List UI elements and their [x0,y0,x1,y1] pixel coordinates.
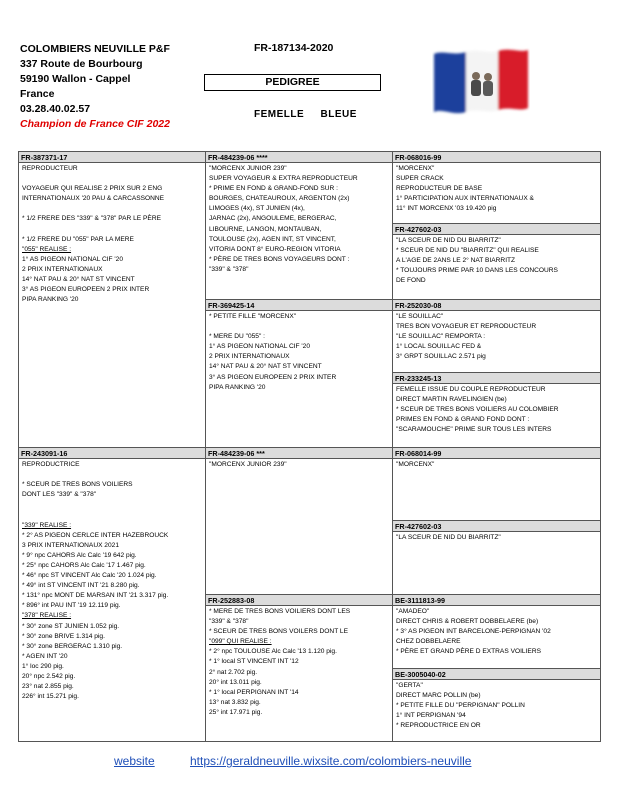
cell-line: INTERNATIONAUX '20 PAU & CARCASSONNE [22,195,165,203]
cell-line: 1° AS PIGEON NATIONAL CIF '20 [209,343,310,351]
cell-line: "LE SOUILLAC" REMPORTA : [396,333,486,341]
cell-line: * 896° int PAU INT '19 12.119 pig. [22,602,121,610]
cell-line: * 1/2 FRERE DU "055" PAR LA MERE [22,235,134,243]
cell-ring: FR-233245-13 [393,373,600,384]
cell-line: * 25° npc CAHORS Alc Calc '17 1.467 pig. [22,561,146,569]
cell-line: "LA SCEUR DE NID DU BIARRITZ" [396,534,501,541]
cell-line: "LA SCEUR DE NID DU BIARRITZ" [396,237,501,244]
pedigree-label: PEDIGREE [204,74,381,91]
cell-line: 3 PRIX INTERNATIONAUX 2021 [22,541,119,549]
cell-line: 3° AS PIGEON EUROPEEN 2 PRIX INTER [209,373,337,381]
cell-text [393,384,600,436]
cell-line: * 49° int ST VINCENT INT '21 8.280 pig. [22,582,140,590]
cell-line [22,470,202,480]
cell-line: PIPA RANKING '20 [209,383,266,391]
cell-text [206,606,392,719]
cell-ring: FR-252883-08 [206,595,392,606]
cell-fmm [393,373,600,436]
cell-line: DIRECT MARTIN RAVELINGIEN (be) [396,396,507,404]
cell-line: * 2° AS PIGEON CERLCE INTER HAZEBROUCK [22,531,169,539]
sex-color: FEMELLE BLEUE [254,109,357,120]
cell-mff [393,448,600,471]
cell-text [206,459,392,471]
cell-mother-mother [206,595,392,719]
cell-line: 3° AS PIGEON EUROPEEN 2 PRIX INTER [22,286,150,294]
cell-line [22,174,202,184]
cell-ring: BE-3111813-99 [393,595,600,606]
cell-line: VOYAGEUR QUI REALISE 2 PRIX SUR 2 ENG [22,185,163,193]
owner-phone: 03.28.40.02.57 [20,103,91,115]
cell-line: "AMADEO" [396,608,430,615]
cell-line: * SCEUR DE TRES BONS VOILERS DONT LE [209,628,348,636]
owner-block [20,42,170,132]
cell-father [19,152,205,306]
cell-line: PRIMES EN FOND & GRAND FOND DONT : [396,416,530,424]
cell-line: CHEZ DOBBELAERE [396,638,461,646]
cell-text [393,235,600,287]
cell-ring: FR-427602-03 [393,224,600,235]
cell-line: * AGEN INT '20 [22,652,68,660]
cell-line: 1° PARTICIPATION AUX INTERNATIONAUX & [396,195,534,203]
cell-father-mother [206,300,392,394]
cell-mother [19,448,205,703]
cell-line: "SCARAMOUCHE" PRIME SUR TOUS LES INTERS [396,426,552,434]
pigeon-ring: FR-187134-2020 [254,42,334,54]
cell-ffm [393,224,600,287]
cell-line: FEMELLE ISSUE DU COUPLE REPRODUCTEUR [396,386,546,393]
cell-line: * PETITE FILLE DU "PERPIGNAN" POLLIN [396,702,525,710]
cell-line: 20° npc 2.542 pig. [22,672,76,680]
cell-line: SUPER VOYAGEUR & EXTRA REPRODUCTEUR [209,175,358,183]
cell-text [393,311,600,363]
cell-text [393,606,600,658]
cell-line: * 46° npc ST VINCENT Alc Calc '20 1.024 pig. [22,572,157,580]
cell-line: 14° NAT PAU & 20° NAT ST VINCENT [209,363,322,371]
cell-line: * SCEUR DE TRES BONS VOILIERS AU COLOMBIER [396,406,559,414]
cell-line: LIBOURNE, LANGON, MONTAUBAN, [209,225,322,233]
cell-line: DE FOND [396,277,426,285]
cell-line: 11° INT MORCENX '03 19.420 pig [396,205,497,213]
cell-line: REPRODUCTRICE [22,461,80,468]
cell-line: 1° AS PIGEON NATIONAL CIF '20 [22,255,123,263]
cell-line: 1° INT PERPIGNAN '94 [396,712,466,720]
cell-ring: FR-484239-06 *** [206,448,392,459]
cell-fmf [393,300,600,363]
cell-line: 2 PRIX INTERNATIONAUX [22,265,103,273]
cell-line: "MORCENX JUNIOR 239" [209,165,287,172]
cell-text [206,163,392,276]
cell-line: "339" REALISE : [22,521,72,529]
cell-line: * PÈRE DE TRES BONS VOYAGEURS DONT : [209,255,350,263]
cell-line: * 1° local ST VINCENT INT '12 [209,658,299,666]
france-flag-icon [432,46,530,116]
cell-line: 14° NAT PAU & 20° NAT ST VINCENT [22,276,135,284]
cell-line: * 30° zone BERGERAC 1.310 pig. [22,642,123,650]
cell-line [22,204,202,214]
cell-line: VITORIA DONT 8° EURO-REGION VITORIA [209,245,341,253]
cell-mother-father [206,448,392,471]
cell-fff [393,152,600,215]
cell-line: 226° int 15.271 pig. [22,693,79,701]
cell-line: * 9° npc CAHORS Alc Calc '19 642 pig. [22,551,137,559]
cell-line: * 3° AS PIGEON INT BARCELONE-PERPIGNAN '02 [396,628,551,636]
cell-line: "339" & "378" [209,618,249,626]
cell-line: DIRECT MARC POLLIN (be) [396,692,481,700]
cell-line: "MORCENX" [396,461,435,468]
owner-city: 59190 Wallon - Cappel [20,73,131,85]
cell-line [22,500,202,510]
cell-ring: FR-369425-14 [206,300,392,311]
cell-text [19,459,205,703]
cell-mmm [393,669,600,732]
cell-text [19,163,205,306]
cell-ring: FR-068014-99 [393,448,600,459]
cell-line: * 1° local PERPIGNAN INT '14 [209,688,299,696]
cell-line: 3° GRPT SOUILLAC 2.571 pig [396,353,486,361]
cell-line: * TOUJOURS PRIME PAR 10 DANS LES CONCOURS [396,267,558,275]
cell-line: * PRIME EN FOND & GRAND-FOND SUR : [209,185,338,193]
cell-line: LIMOGES (4x), ST JUNIEN (4x), [209,205,305,213]
cell-ring: FR-484239-06 **** [206,152,392,163]
cell-line: "055" REALISE : [22,245,72,253]
cell-line [209,322,389,332]
cell-line: "LE SOUILLAC" [396,313,444,320]
cell-ring: FR-243091-16 [19,448,205,459]
cell-line: "MORCENX JUNIOR 239" [209,461,287,468]
cell-line: * 30° zone BRIVE 1.314 pig. [22,632,105,640]
cell-line: 1° loc 290 pig. [22,662,64,670]
cell-line: 25° int 17.971 pig. [209,708,263,716]
cell-mmf [393,595,600,658]
cell-line [22,225,202,235]
cell-line: 23° nat 2.855 pig. [22,683,74,691]
cell-text [393,680,600,732]
cell-line: DIRECT CHRIS & ROBERT DOBBELAERE (be) [396,618,539,626]
cell-line: DONT LES "339" & "378" [22,491,97,499]
cell-line: BOURGES, CHATEAUROUX, ARGENTON (2x) [209,195,350,203]
cell-ring: FR-387371-17 [19,152,205,163]
cell-line: * SCEUR DE TRES BONS VOILIERS [22,481,133,489]
cell-line: * PETITE FILLE "MORCENX" [209,313,297,320]
cell-line: REPRODUCTEUR [22,165,78,172]
cell-father-father [206,152,392,276]
cell-line [22,510,202,520]
cell-line: 2° nat 2.702 pig. [209,668,258,676]
cell-line: "339" & "378" [209,265,249,273]
cell-ring: FR-427602-03 [393,521,600,532]
cell-line: TOULOUSE (2x), AGEN INT, ST VINCENT, [209,235,336,243]
cell-text [393,532,600,544]
cell-line: 2 PRIX INTERNATIONAUX [209,353,290,361]
cell-line: 13° nat 3.832 pig. [209,698,261,706]
cell-line: "MORCENX" [396,165,435,172]
cell-line: * 2° npc TOULOUSE Alc Calc '13 1.120 pig. [209,648,337,656]
cell-line: * PÈRE ET GRAND PÈRE D EXTRAS VOILIERS [396,648,541,656]
cell-line: * MERE DE TRES BONS VOILIERS DONT LES [209,608,351,615]
cell-line: SUPER CRACK [396,175,444,183]
cell-text [393,163,600,215]
cell-mfm [393,521,600,544]
pedigree-table [18,151,601,742]
cell-line: * REPRODUCTRICE EN OR [396,722,481,730]
cell-line: 1° LOCAL SOUILLAC FED & [396,343,482,351]
cell-line: REPRODUCTEUR DE BASE [396,185,483,193]
footer-url-link[interactable]: https://geraldneuville.wixsite.com/colombiers-neuville [190,754,472,768]
owner-name: COLOMBIERS NEUVILLE P&F [20,43,170,55]
owner-street: 337 Route de Bourbourg [20,58,143,70]
cell-line: TRES BON VOYAGEUR ET REPRODUCTEUR [396,323,537,331]
cell-line: A L'AGE DE 2ANS LE 2° NAT BIARRITZ [396,257,516,265]
cell-line: "099" QUI REALISE : [209,638,272,646]
cell-line: 20° int 13.011 pig. [209,678,262,686]
cell-ring: FR-252030-08 [393,300,600,311]
cell-line: * MERE DU "055" : [209,333,265,341]
cell-text [393,459,600,471]
cell-ring: BE-3005040-02 [393,669,600,680]
footer-website-link[interactable]: website [114,754,155,768]
cell-line: JARNAC (2x), ANGOULEME, BERGERAC, [209,215,337,223]
cell-line: * 1/2 FRERE DES "339" & "378" PAR LE PÈRE [22,215,161,223]
owner-title: Champion de France CIF 2022 [20,118,170,130]
cell-ring: FR-068016-99 [393,152,600,163]
cell-line: PIPA RANKING '20 [22,296,79,304]
cell-line: * SCEUR DE NID DU "BIARRITZ" QUI REALISE [396,247,539,255]
owner-country: France [20,88,55,100]
cell-text [206,311,392,394]
cell-line: "GERTA" [396,682,423,689]
cell-line: "378" REALISE : [22,612,72,620]
cell-line: * 30° zone ST JUNIEN 1.052 pig. [22,622,120,630]
cell-line: * 131° npc MONT DE MARSAN INT '21 3.317 pig. [22,592,169,600]
